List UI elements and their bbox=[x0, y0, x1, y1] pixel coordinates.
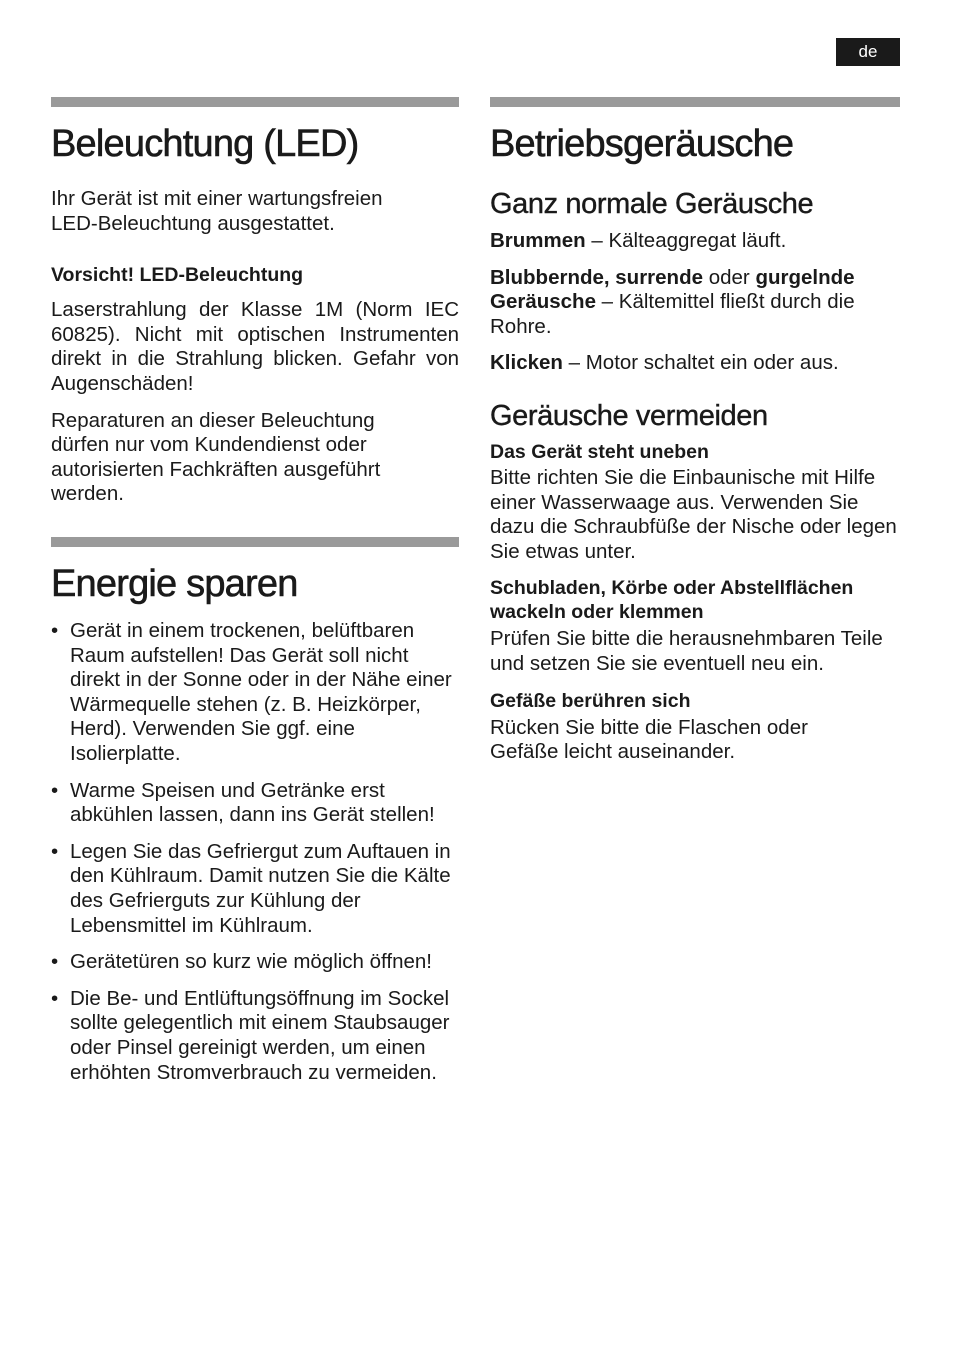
list-item bbox=[51, 840, 459, 938]
list-item bbox=[51, 779, 459, 828]
led-title: Beleuchtung (LED) bbox=[51, 123, 359, 165]
noise-term: Brummen bbox=[490, 229, 586, 252]
list-item-text: Legen Sie das Gefriergut zum Auftauen in den Kühlraum. Damit nutzen Sie die Kälte des Gefrierguts zur Kühlung der Lebensmittel im Kühlraum. bbox=[70, 839, 451, 937]
language-badge: de bbox=[836, 38, 900, 66]
avoid-noise-heading: Geräusche vermeiden bbox=[490, 399, 768, 432]
list-item bbox=[51, 619, 459, 767]
led-caution-text: Laserstrahlung der Klasse 1M (Norm IEC 60825). Nicht mit optischen Instrumenten direkt in die Strahlung blicken. Gefahr von Augenschäden! bbox=[51, 298, 459, 395]
noise-term: gurgelnde Geräusche bbox=[490, 265, 855, 314]
avoid-item-text: Bitte richten Sie die Einbaunische mit Hilfe einer Wasserwaage aus. Verwenden Sie dazu die Schraubfüße der Nische oder legen Sie etwas unter. bbox=[490, 465, 897, 563]
bullet-icon: • bbox=[51, 986, 59, 1010]
noise-section bbox=[490, 97, 900, 765]
noise-term: Klicken bbox=[490, 351, 563, 375]
energy-title: Energie sparen bbox=[51, 563, 298, 605]
noise-title: Betriebsgeräusche bbox=[490, 123, 794, 165]
led-repair-text: Reparaturen an dieser Beleuchtung dürfen nur vom Kundendienst oder autorisierten Fachkräften ausgeführt werden. bbox=[51, 408, 381, 506]
list-item-text: Gerätetüren so kurz wie möglich öffnen! bbox=[70, 950, 432, 974]
avoid-item-text: Prüfen Sie bitte die herausnehmbaren Teile und setzen Sie sie eventuell neu ein. bbox=[490, 627, 883, 675]
led-section bbox=[51, 97, 459, 507]
led-caution-heading: Vorsicht! LED-Beleuchtung bbox=[51, 264, 304, 287]
noise-blubber: Blubbernde, surrende oder gurgelnde Geräusche – Kältemittel fließt durch die Rohre. bbox=[490, 265, 855, 338]
led-intro: Ihr Gerät ist mit einer wartungsfreien LED-Beleuchtung ausgestattet. bbox=[51, 187, 383, 235]
list-item bbox=[51, 987, 459, 1085]
noise-term: Blubbernde, surrende bbox=[490, 265, 704, 289]
avoid-item-heading: Schubladen, Körbe oder Abstellflächen wackeln oder klemmen bbox=[490, 577, 854, 624]
section-divider bbox=[51, 97, 459, 107]
bullet-icon: • bbox=[51, 839, 59, 863]
avoid-item-heading: Gefäße berühren sich bbox=[490, 689, 691, 712]
energy-tips-list bbox=[51, 619, 459, 1085]
avoid-item-text: Rücken Sie bitte die Flaschen oder Gefäße leicht auseinander. bbox=[490, 715, 808, 764]
list-item bbox=[51, 950, 459, 975]
energy-section bbox=[51, 537, 459, 1097]
bullet-icon: • bbox=[51, 778, 59, 802]
bullet-icon: • bbox=[51, 950, 59, 974]
section-divider bbox=[51, 537, 459, 547]
avoid-item-heading: Das Gerät steht uneben bbox=[490, 440, 709, 463]
noise-brummen: Brummen – Kälteaggregat läuft. bbox=[490, 229, 787, 252]
list-item-text: Warme Speisen und Getränke erst abkühlen lassen, dann ins Gerät stellen! bbox=[70, 778, 435, 827]
section-divider bbox=[490, 97, 900, 107]
list-item-text: Die Be- und Entlüftungsöffnung im Sockel sollte gelegentlich mit einem Staubsauger oder Pinsel gereinigt werden, um einen erhöhten Stromverbrauch zu vermeiden. bbox=[70, 986, 450, 1084]
noise-klicken: Klicken – Motor schaltet ein oder aus. bbox=[490, 351, 839, 375]
bullet-icon: • bbox=[51, 619, 59, 642]
list-item-text: Gerät in einem trockenen, belüftbaren Raum aufstellen! Das Gerät soll nicht direkt in der Sonne oder in der Nähe einer Wärmequelle stehen (z. B. Heizkörper, Herd). Verwenden Sie ggf. eine Isolierplatte. bbox=[70, 619, 452, 765]
normal-noise-heading: Ganz normale Geräusche bbox=[490, 188, 814, 220]
